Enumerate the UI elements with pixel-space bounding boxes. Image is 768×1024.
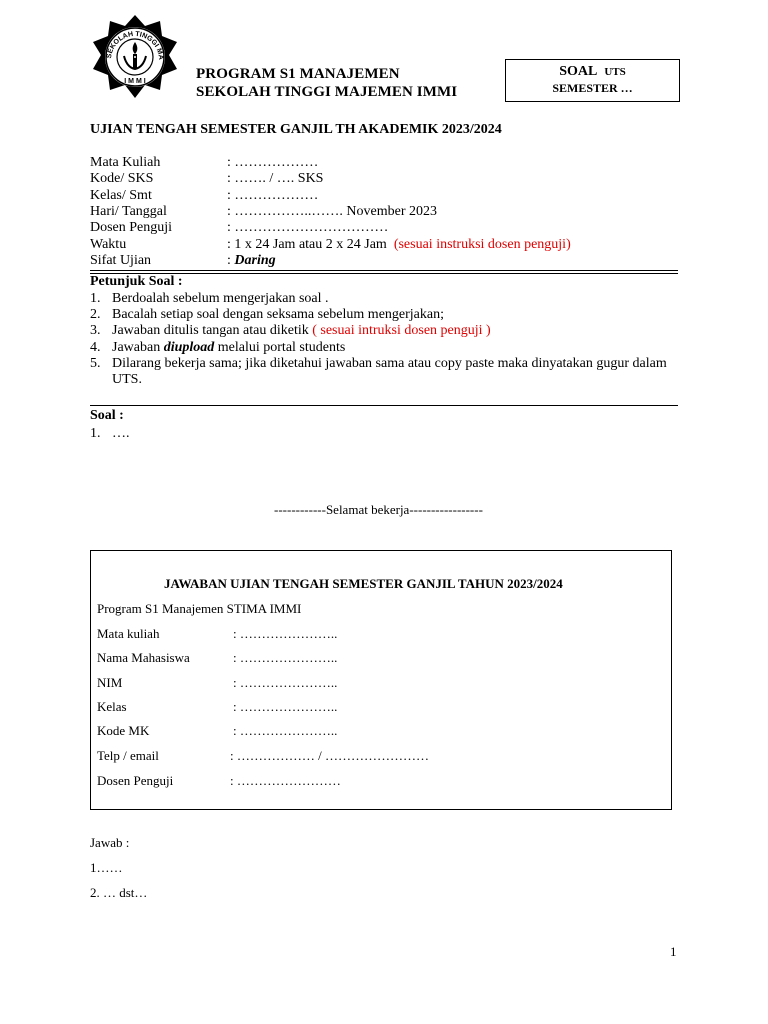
program-title: PROGRAM S1 MANAJEMEN (196, 66, 400, 82)
answer-field-label: Kelas (97, 699, 127, 714)
answer-program: Program S1 Manajemen STIMA IMMI (97, 601, 302, 616)
school-logo (90, 14, 180, 104)
info-value: : …………………………… (227, 220, 389, 235)
info-label: Hari/ Tanggal (90, 204, 167, 219)
instruction-text-pre: Jawaban (112, 340, 164, 355)
info-value: : ……………… (227, 188, 319, 203)
instruction-text: Bacalah setiap soal dengan seksama sebelum mengerjakan; (112, 307, 444, 322)
info-row-sifat-ujian (90, 253, 650, 269)
answer-field-value: : …………………… (230, 773, 341, 788)
info-label: Sifat Ujian (90, 253, 152, 268)
soal-num: 1. (90, 426, 101, 441)
info-row-mata-kuliah (90, 155, 650, 171)
answer-field-label: Telp / email (97, 748, 159, 763)
jawab-line: 1…… (90, 860, 123, 875)
info-label: Mata Kuliah (90, 155, 161, 170)
answer-field-value: : ………………….. (233, 699, 338, 714)
instruction-num: 2. (90, 307, 101, 322)
instruction-note: ( sesuai intruksi dosen penguji ) (312, 323, 491, 338)
info-row-waktu (90, 237, 650, 253)
info-value: : 1 x 24 Jam atau 2 x 24 Jam (227, 237, 387, 252)
answer-field-nama-mahasiswa (97, 650, 597, 668)
instruction-item (90, 356, 680, 390)
soal-label: SOAL (559, 64, 598, 79)
info-label: Kode/ SKS (90, 171, 154, 186)
answer-field-label: Dosen Penguji (97, 773, 174, 788)
instruction-item (90, 307, 680, 323)
info-value: : ……………… (227, 155, 319, 170)
answer-title: JAWABAN UJIAN TENGAH SEMESTER GANJIL TAHUN 2023/2024 (164, 576, 563, 591)
instruction-text-post: melalui portal students (214, 340, 346, 355)
soal-item (90, 426, 290, 442)
instruction-text: Jawaban ditulis tangan atau diketik (112, 323, 309, 338)
answer-field-label: Kode MK (97, 723, 150, 738)
instruction-text: Berdoalah sebelum mengerjakan soal . (112, 291, 329, 306)
info-label: Dosen Penguji (90, 220, 173, 235)
instruction-text-em: diupload (163, 340, 215, 355)
answer-field-kelas (97, 699, 597, 717)
instruction-num: 5. (90, 356, 101, 371)
answer-field-value: : ……………… / …………………… (230, 748, 429, 763)
svg-text:I M M I: I M M I (124, 78, 146, 85)
exam-title: UJIAN TENGAH SEMESTER GANJIL TH AKADEMIK 2023/2024 (90, 122, 502, 137)
info-value-daring: Daring (234, 253, 276, 268)
info-note: (sesuai instruksi dosen penguji) (393, 237, 571, 252)
school-title: SEKOLAH TINGGI MAJEMEN IMMI (196, 84, 458, 100)
instruction-item (90, 323, 680, 339)
answer-field-value: : ………………….. (233, 723, 338, 738)
instruction-num: 4. (90, 340, 101, 355)
info-row-kelas-smt (90, 188, 650, 204)
answer-field-value: : ………………….. (233, 650, 338, 665)
answer-field-value: : ………………….. (233, 675, 338, 690)
instruction-item (90, 291, 680, 307)
soal-title: Soal : (90, 408, 124, 423)
instruction-text: Dilarang bekerja sama; jika diketahui jawaban sama atau copy paste maka dinyatakan gugur dalam UTS. (112, 356, 667, 387)
page-number: 1 (670, 944, 677, 959)
info-value-prefix: : (227, 253, 235, 268)
uts-label: UTS (604, 66, 626, 78)
divider (90, 405, 678, 406)
answer-field-nim (97, 675, 597, 693)
soal-box (505, 59, 680, 102)
info-row-hari-tanggal (90, 204, 650, 220)
instruction-num: 1. (90, 291, 101, 306)
answer-field-telp-email (97, 748, 597, 766)
instruction-item (90, 340, 680, 356)
info-label: Waktu (90, 237, 127, 252)
answer-field-label: Mata kuliah (97, 626, 160, 641)
answer-field-value: : ………………….. (233, 626, 338, 641)
semester-label: SEMESTER … (552, 81, 633, 95)
info-value: : ……………..……. November 2023 (227, 204, 437, 219)
jawab-title: Jawab : (90, 835, 130, 850)
answer-field-kode-mk (97, 723, 597, 741)
jawab-line: 2. … dst… (90, 885, 148, 900)
closing-text: ------------Selamat bekerja----------------- (274, 502, 483, 517)
info-value: : ……. / …. SKS (227, 171, 324, 186)
petunjuk-title: Petunjuk Soal : (90, 274, 183, 289)
info-row-dosen-penguji (90, 220, 650, 236)
info-label: Kelas/ Smt (90, 188, 152, 203)
answer-field-label: NIM (97, 675, 123, 690)
soal-text: …. (112, 426, 130, 441)
instruction-num: 3. (90, 323, 101, 338)
answer-field-label: Nama Mahasiswa (97, 650, 190, 665)
info-row-kode-sks (90, 171, 650, 187)
answer-field-dosen-penguji (97, 773, 597, 791)
divider (90, 270, 678, 271)
logo-text: SEKOLAH TINGGI MA (105, 30, 165, 61)
answer-field-mata-kuliah (97, 626, 597, 644)
